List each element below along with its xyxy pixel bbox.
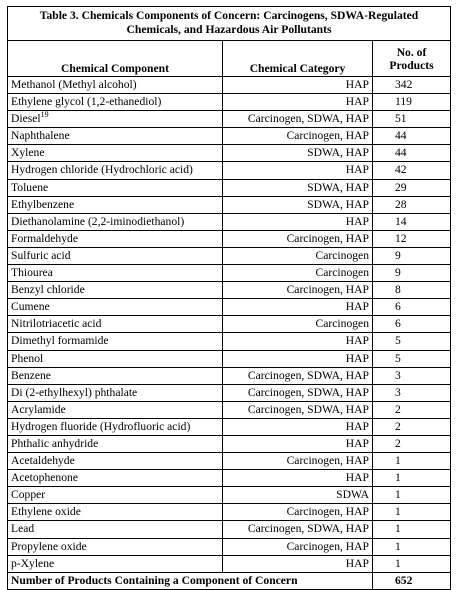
chemical-component-name: Methanol (Methyl alcohol) xyxy=(11,78,137,91)
header-chemical-component: Chemical Component xyxy=(8,41,223,77)
chemical-component-cell xyxy=(8,111,223,128)
chemical-component-cell xyxy=(8,230,223,247)
table-row xyxy=(8,538,451,555)
chemical-category-cell: Carcinogen, SDWA, HAP xyxy=(223,401,373,418)
chemical-category-cell: HAP xyxy=(223,555,373,572)
chemical-component-cell xyxy=(8,145,223,162)
chemical-component-cell xyxy=(8,77,223,94)
chemical-category-cell: HAP xyxy=(223,94,373,111)
chemical-component-cell xyxy=(8,128,223,145)
document-page xyxy=(7,6,450,590)
product-count-cell: 29 xyxy=(373,179,451,196)
chemical-component-name: Diesel xyxy=(11,112,41,126)
product-count-cell: 6 xyxy=(373,316,451,333)
chemical-component-cell xyxy=(8,162,223,179)
chemical-category-cell: SDWA, HAP xyxy=(223,179,373,196)
table-title-line-1: Table 3. Chemicals Components of Concern: Carcinogens, SDWA-Regulated xyxy=(39,9,419,22)
chemical-component-cell xyxy=(8,350,223,367)
chemical-component-name: Sulfuric acid xyxy=(11,248,71,262)
table-row xyxy=(8,453,451,470)
product-count-cell: 1 xyxy=(373,521,451,538)
chemical-category-cell: HAP xyxy=(223,418,373,435)
chemical-component-name: Thiourea xyxy=(11,266,53,280)
chemical-component-cell xyxy=(8,247,223,264)
table-row xyxy=(8,435,451,452)
chemical-component-name: Propylene oxide xyxy=(11,539,87,553)
chemical-component-name: Hydrogen fluoride (Hydrofluoric acid) xyxy=(11,419,191,433)
chemical-category-cell: Carcinogen, SDWA, HAP xyxy=(223,111,373,128)
table-row xyxy=(8,333,451,350)
chemical-category-cell: HAP xyxy=(223,350,373,367)
chemical-category-cell: HAP xyxy=(223,162,373,179)
chemical-component-cell xyxy=(8,435,223,452)
product-count-cell: 14 xyxy=(373,213,451,230)
header-count-line-2: Products xyxy=(389,58,434,72)
product-count-cell: 28 xyxy=(373,196,451,213)
product-count-cell: 2 xyxy=(373,401,451,418)
chemical-component-name: Ethylbenzene xyxy=(11,197,75,211)
chemical-component-cell xyxy=(8,521,223,538)
table-row xyxy=(8,213,451,230)
chemical-component-cell xyxy=(8,367,223,384)
product-count-cell: 1 xyxy=(373,470,451,487)
footnote-marker: 19 xyxy=(40,110,49,120)
chemical-component-cell xyxy=(8,384,223,401)
chemical-category-cell: Carcinogen xyxy=(223,316,373,333)
table-body xyxy=(8,77,451,573)
table-row xyxy=(8,487,451,504)
chemical-category-cell: Carcinogen, HAP xyxy=(223,538,373,555)
chemical-category-cell: Carcinogen, HAP xyxy=(223,282,373,299)
table-row xyxy=(8,470,451,487)
table-row xyxy=(8,196,451,213)
table-row xyxy=(8,555,451,572)
chemical-component-name: Dimethyl formamide xyxy=(11,334,109,348)
chemical-component-cell xyxy=(8,282,223,299)
chemical-category-cell: Carcinogen xyxy=(223,247,373,264)
chemical-component-name: Formaldehyde xyxy=(11,231,78,245)
chemical-component-name: Cumene xyxy=(11,300,50,314)
chemical-component-name: Naphthalene xyxy=(11,129,70,143)
chemical-category-cell: HAP xyxy=(223,435,373,452)
table-row xyxy=(8,418,451,435)
product-count-cell: 342 xyxy=(373,77,451,94)
chemical-component-name: Benzene xyxy=(11,368,51,382)
chemical-component-cell xyxy=(8,265,223,282)
table-row xyxy=(8,504,451,521)
table-row xyxy=(8,367,451,384)
table-row xyxy=(8,299,451,316)
chemical-component-name: Benzyl chloride xyxy=(11,283,85,297)
chemical-component-name: Lead xyxy=(11,522,35,536)
table-row xyxy=(8,94,451,111)
product-count-cell: 9 xyxy=(373,247,451,264)
chemical-component-cell xyxy=(8,196,223,213)
product-count-cell: 2 xyxy=(373,435,451,452)
product-count-cell: 1 xyxy=(373,538,451,555)
header-number-of-products xyxy=(373,41,451,77)
table-row xyxy=(8,384,451,401)
table-row xyxy=(8,230,451,247)
chemical-category-cell: Carcinogen xyxy=(223,265,373,282)
product-count-cell: 119 xyxy=(373,94,451,111)
table-row xyxy=(8,282,451,299)
table-row xyxy=(8,162,451,179)
table-title xyxy=(8,7,451,41)
chemical-category-cell: SDWA, HAP xyxy=(223,196,373,213)
total-row xyxy=(8,572,451,589)
total-label: Number of Products Containing a Component of Concern xyxy=(8,572,373,589)
chemical-component-cell xyxy=(8,453,223,470)
chemical-component-cell xyxy=(8,401,223,418)
product-count-cell: 8 xyxy=(373,282,451,299)
chemical-component-name: Hydrogen chloride (Hydrochloric acid) xyxy=(11,163,193,177)
chemical-category-cell: HAP xyxy=(223,77,373,94)
table-title-line-2: Chemicals, and Hazardous Air Pollutants xyxy=(126,23,332,36)
chemicals-table xyxy=(7,6,451,590)
chemical-category-cell: HAP xyxy=(223,213,373,230)
chemical-component-cell xyxy=(8,299,223,316)
table-row xyxy=(8,350,451,367)
chemical-component-name: Acetophenone xyxy=(11,471,78,485)
product-count-cell: 1 xyxy=(373,504,451,521)
chemical-component-cell xyxy=(8,555,223,572)
chemical-component-name: Phenol xyxy=(11,351,44,365)
header-row xyxy=(8,41,451,77)
chemical-component-cell xyxy=(8,316,223,333)
product-count-cell: 1 xyxy=(373,453,451,470)
product-count-cell: 51 xyxy=(373,111,451,128)
product-count-cell: 5 xyxy=(373,333,451,350)
product-count-cell: 44 xyxy=(373,145,451,162)
chemical-category-cell: Carcinogen, HAP xyxy=(223,128,373,145)
chemical-category-cell: Carcinogen, HAP xyxy=(223,504,373,521)
chemical-category-cell: Carcinogen, HAP xyxy=(223,230,373,247)
chemical-component-cell xyxy=(8,418,223,435)
product-count-cell: 9 xyxy=(373,265,451,282)
chemical-category-cell: Carcinogen, SDWA, HAP xyxy=(223,521,373,538)
chemical-component-name: Ethylene oxide xyxy=(11,505,81,519)
table-row xyxy=(8,265,451,282)
chemical-component-name: Acrylamide xyxy=(11,402,66,416)
product-count-cell: 3 xyxy=(373,367,451,384)
chemical-component-cell xyxy=(8,213,223,230)
chemical-component-name: p-Xylene xyxy=(11,556,55,570)
table-row xyxy=(8,111,451,128)
chemical-component-name: Phthalic anhydride xyxy=(11,436,99,450)
chemical-component-name: Ethylene glycol (1,2-ethanediol) xyxy=(11,95,162,109)
chemical-component-cell xyxy=(8,94,223,111)
chemical-category-cell: Carcinogen, SDWA, HAP xyxy=(223,367,373,384)
product-count-cell: 6 xyxy=(373,299,451,316)
chemical-component-name: Toluene xyxy=(11,180,49,194)
chemical-component-cell xyxy=(8,487,223,504)
chemical-component-name: Nitrilotriacetic acid xyxy=(11,317,102,331)
table-row xyxy=(8,247,451,264)
product-count-cell: 1 xyxy=(373,555,451,572)
chemical-component-name: Di (2-ethylhexyl) phthalate xyxy=(11,385,138,399)
chemical-component-name: Acetaldehyde xyxy=(11,454,75,468)
product-count-cell: 5 xyxy=(373,350,451,367)
product-count-cell: 2 xyxy=(373,418,451,435)
header-count-line-1: No. of xyxy=(396,45,427,59)
product-count-cell: 3 xyxy=(373,384,451,401)
table-row xyxy=(8,316,451,333)
chemical-component-name: Diethanolamine (2,2-iminodiethanol) xyxy=(11,214,185,228)
chemical-component-name: Copper xyxy=(11,488,46,502)
table-title-row xyxy=(8,7,451,41)
product-count-cell: 1 xyxy=(373,487,451,504)
chemical-component-name: Xylene xyxy=(11,146,45,160)
chemical-category-cell: HAP xyxy=(223,299,373,316)
table-row xyxy=(8,128,451,145)
chemical-component-cell xyxy=(8,538,223,555)
table-row xyxy=(8,521,451,538)
chemical-category-cell: Carcinogen, SDWA, HAP xyxy=(223,384,373,401)
chemical-component-cell xyxy=(8,179,223,196)
chemical-category-cell: HAP xyxy=(223,470,373,487)
table-row xyxy=(8,179,451,196)
chemical-category-cell: Carcinogen, HAP xyxy=(223,453,373,470)
chemical-category-cell: HAP xyxy=(223,333,373,350)
header-chemical-category: Chemical Category xyxy=(223,41,373,77)
table-row xyxy=(8,77,451,94)
chemical-component-cell xyxy=(8,470,223,487)
product-count-cell: 12 xyxy=(373,230,451,247)
product-count-cell: 44 xyxy=(373,128,451,145)
table-row xyxy=(8,401,451,418)
chemical-component-cell xyxy=(8,333,223,350)
chemical-category-cell: SDWA xyxy=(223,487,373,504)
total-count: 652 xyxy=(373,572,451,589)
chemical-component-cell xyxy=(8,504,223,521)
table-row xyxy=(8,145,451,162)
chemical-category-cell: SDWA, HAP xyxy=(223,145,373,162)
product-count-cell: 42 xyxy=(373,162,451,179)
